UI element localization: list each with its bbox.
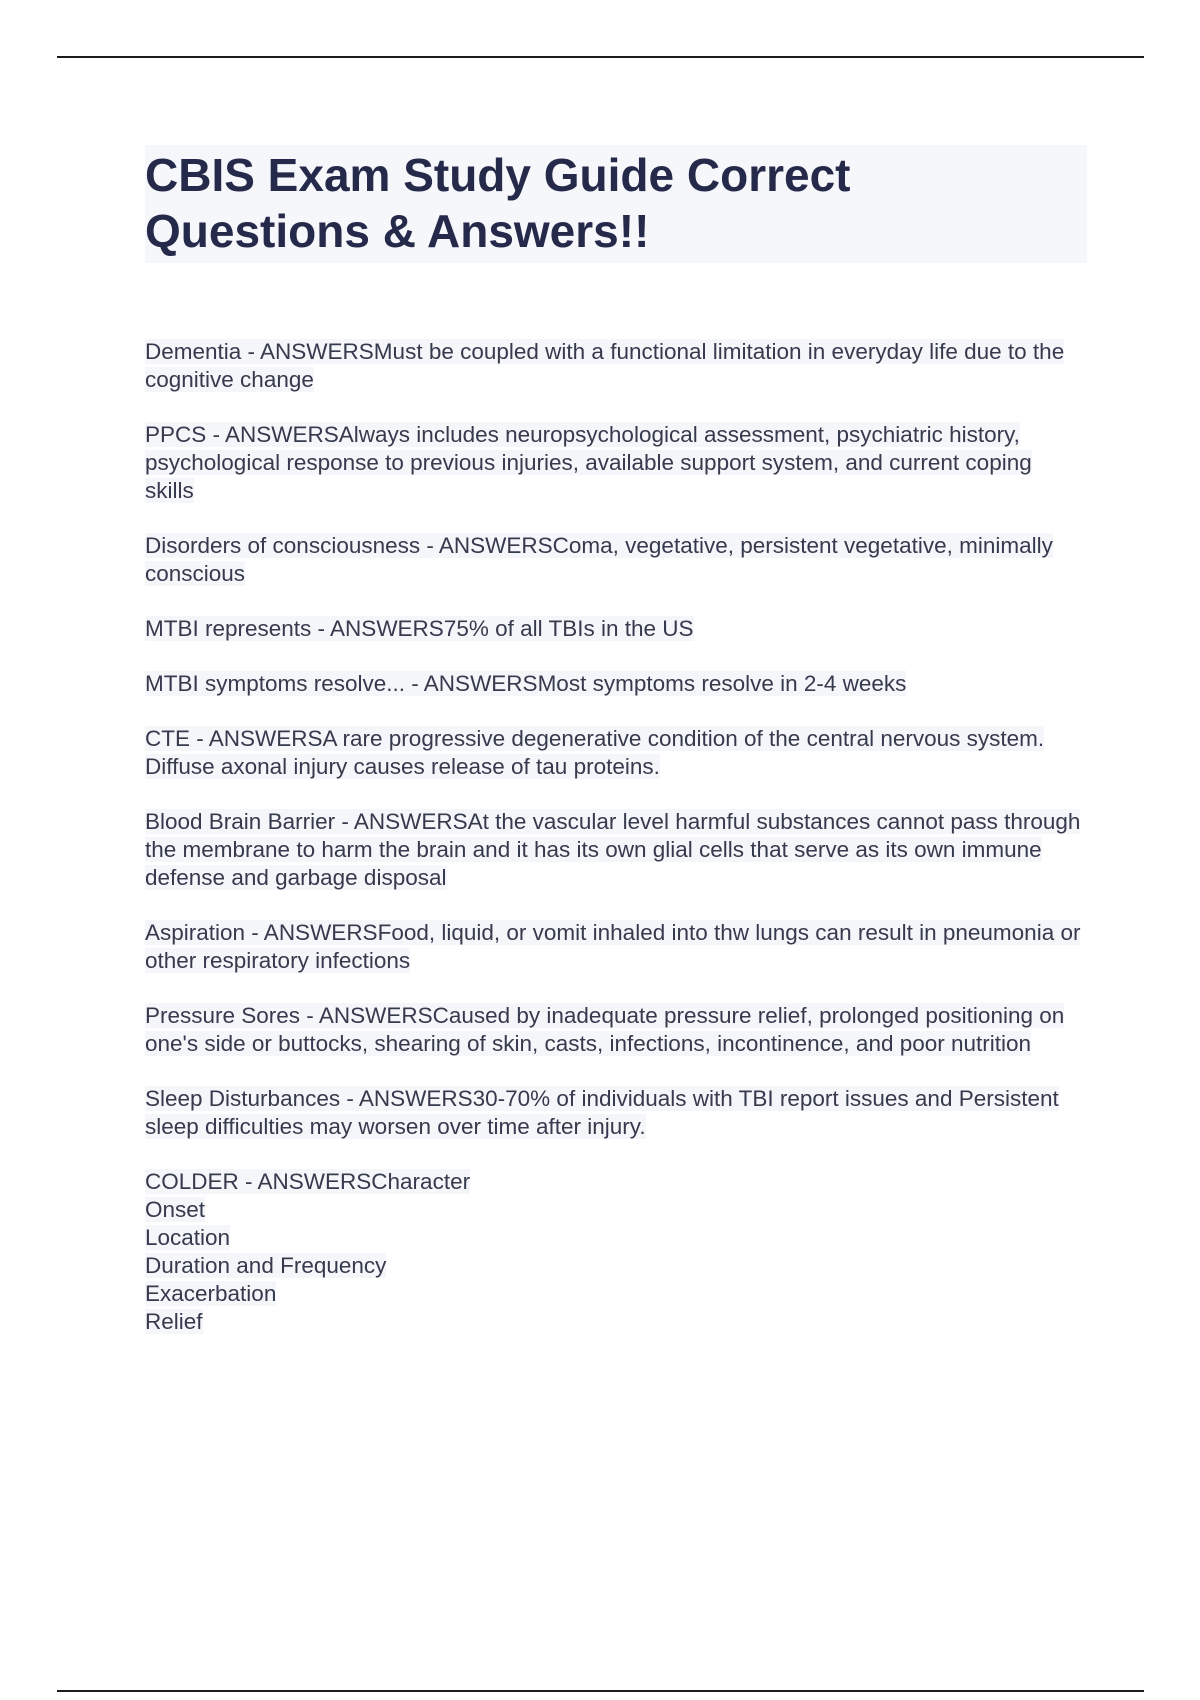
- document-title: CBIS Exam Study Guide Correct Questions & Answers!!: [145, 145, 1087, 263]
- qa-item: [145, 919, 1085, 975]
- qa-item: [145, 532, 1085, 588]
- qa-text: Pressure Sores - ANSWERSCaused by inadequate pressure relief, prolonged positioning on one's side or buttocks, shearing of skin, casts, infections, incontinence, and poor nutrition: [145, 1003, 1065, 1056]
- qa-text: COLDER - ANSWERSCharacter Onset Location Duration and Frequency Exacerbation Relief: [145, 1169, 471, 1334]
- qa-text: Disorders of consciousness - ANSWERSComa, vegetative, persistent vegetative, minimally conscious: [145, 533, 1053, 586]
- bottom-rule: [57, 1690, 1144, 1692]
- qa-item: [145, 808, 1085, 892]
- qa-text: Blood Brain Barrier - ANSWERSAt the vascular level harmful substances cannot pass through the membrane to harm the brain and it has its own glial cells that serve as its own immune defense and garbage disposal: [145, 809, 1081, 890]
- qa-item: [145, 1002, 1085, 1058]
- top-rule: [57, 56, 1144, 58]
- qa-item: [145, 1168, 1085, 1336]
- qa-text: CTE - ANSWERSA rare progressive degenerative condition of the central nervous system. Diffuse axonal injury causes release of tau proteins.: [145, 726, 1045, 779]
- qa-item: [145, 615, 1085, 643]
- qa-text: Sleep Disturbances - ANSWERS30-70% of individuals with TBI report issues and Persistent sleep difficulties may worsen over time after injury.: [145, 1086, 1059, 1139]
- qa-text: MTBI represents - ANSWERS75% of all TBIs in the US: [145, 616, 694, 641]
- qa-item: [145, 1085, 1085, 1141]
- qa-text: PPCS - ANSWERSAlways includes neuropsychological assessment, psychiatric history, psychological response to previous injuries, available support system, and current coping skills: [145, 422, 1032, 503]
- qa-list: [145, 338, 1085, 1363]
- qa-item: [145, 670, 1085, 698]
- qa-text: MTBI symptoms resolve... - ANSWERSMost symptoms resolve in 2-4 weeks: [145, 671, 907, 696]
- qa-text: Dementia - ANSWERSMust be coupled with a functional limitation in everyday life due to the cognitive change: [145, 339, 1065, 392]
- qa-text: Aspiration - ANSWERSFood, liquid, or vomit inhaled into thw lungs can result in pneumonia or other respiratory infections: [145, 920, 1081, 973]
- qa-item: [145, 421, 1085, 505]
- qa-item: [145, 725, 1085, 781]
- qa-item: [145, 338, 1085, 394]
